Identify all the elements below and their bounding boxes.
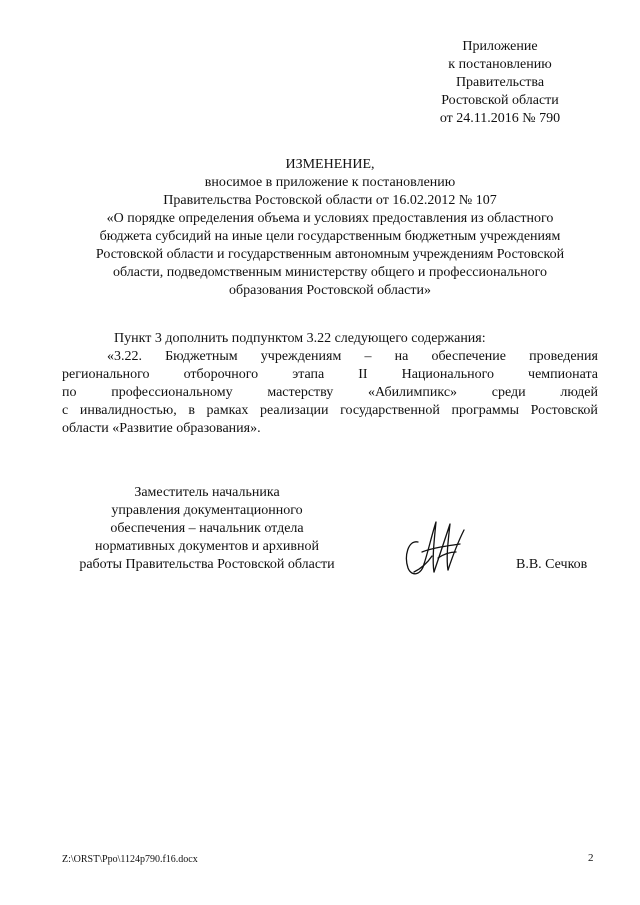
word: «3.22.	[107, 349, 142, 364]
word: в	[188, 403, 195, 418]
appendix-header	[400, 38, 600, 128]
justified-line-4	[62, 402, 598, 420]
change-line: области, подведомственным министерству общего и профессионального	[112, 265, 548, 280]
word: чемпионата	[528, 367, 598, 382]
position-line: управления документационного	[111, 503, 303, 518]
word: мастерству	[267, 385, 334, 400]
change-title: ИЗМЕНЕНИЕ,	[285, 157, 375, 172]
position-line: нормативных документов и архивной	[95, 539, 319, 554]
change-line: Ростовской области и государственным автономным учреждениям Ростовской	[95, 247, 565, 262]
word: среди	[491, 385, 526, 400]
appendix-line: Приложение	[462, 39, 538, 54]
word: на	[394, 349, 409, 364]
word: этапа	[292, 367, 325, 382]
change-line: «О порядке определения объема и условиях предоставления из областного	[106, 211, 554, 226]
word: программы	[451, 403, 520, 418]
position-line: обеспечения – начальник отдела	[110, 521, 304, 536]
change-heading	[62, 156, 598, 300]
change-line: вносимое в приложение к постановлению	[204, 175, 456, 190]
justified-line-1	[62, 348, 598, 366]
word: отборочного	[183, 367, 259, 382]
word: людей	[560, 385, 598, 400]
word: профессиональному	[111, 385, 233, 400]
appendix-line: Правительства	[455, 75, 545, 90]
word: учреждениям	[260, 349, 342, 364]
justified-line-2	[62, 366, 598, 384]
handwritten-signature-icon	[398, 512, 470, 584]
word: II	[358, 367, 368, 382]
change-line: Правительства Ростовской области от 16.02.2012 № 107	[163, 193, 497, 208]
word: обеспечение	[431, 349, 507, 364]
file-path: Z:\ORST\Ppo\1124p790.f16.docx	[62, 854, 198, 865]
paragraph-intro: Пункт 3 дополнить подпунктом 3.22 следующего содержания:	[114, 331, 486, 346]
signatory-position	[62, 484, 352, 574]
body-text	[62, 330, 598, 438]
change-line: образования Ростовской области»	[229, 283, 431, 298]
word: Бюджетным	[165, 349, 238, 364]
appendix-line: от 24.11.2016 № 790	[439, 111, 561, 126]
justified-line-3	[62, 384, 598, 402]
word: Ростовской	[530, 403, 598, 418]
word: реализации	[260, 403, 329, 418]
word: «Абилимпикс»	[368, 385, 458, 400]
position-line: работы Правительства Ростовской области	[79, 557, 335, 572]
word: государственной	[340, 403, 440, 418]
signer-name: В.В. Сечков	[516, 557, 588, 572]
page-number: 2	[588, 852, 594, 864]
word: проведения	[529, 349, 598, 364]
change-line: бюджета субсидий на иные цели государственным бюджетным учреждениям	[99, 229, 561, 244]
word: инвалидностью,	[79, 403, 177, 418]
appendix-line: к постановлению	[448, 57, 552, 72]
position-line: Заместитель начальника	[134, 485, 280, 500]
word: по	[62, 385, 77, 400]
word: –	[364, 349, 372, 364]
word: рамках	[206, 403, 249, 418]
word: Национального	[401, 367, 495, 382]
word: с	[62, 403, 69, 418]
word: регионального	[62, 367, 150, 382]
paragraph-last-line: области «Развитие образования».	[62, 421, 261, 436]
appendix-line: Ростовской области	[441, 93, 559, 108]
